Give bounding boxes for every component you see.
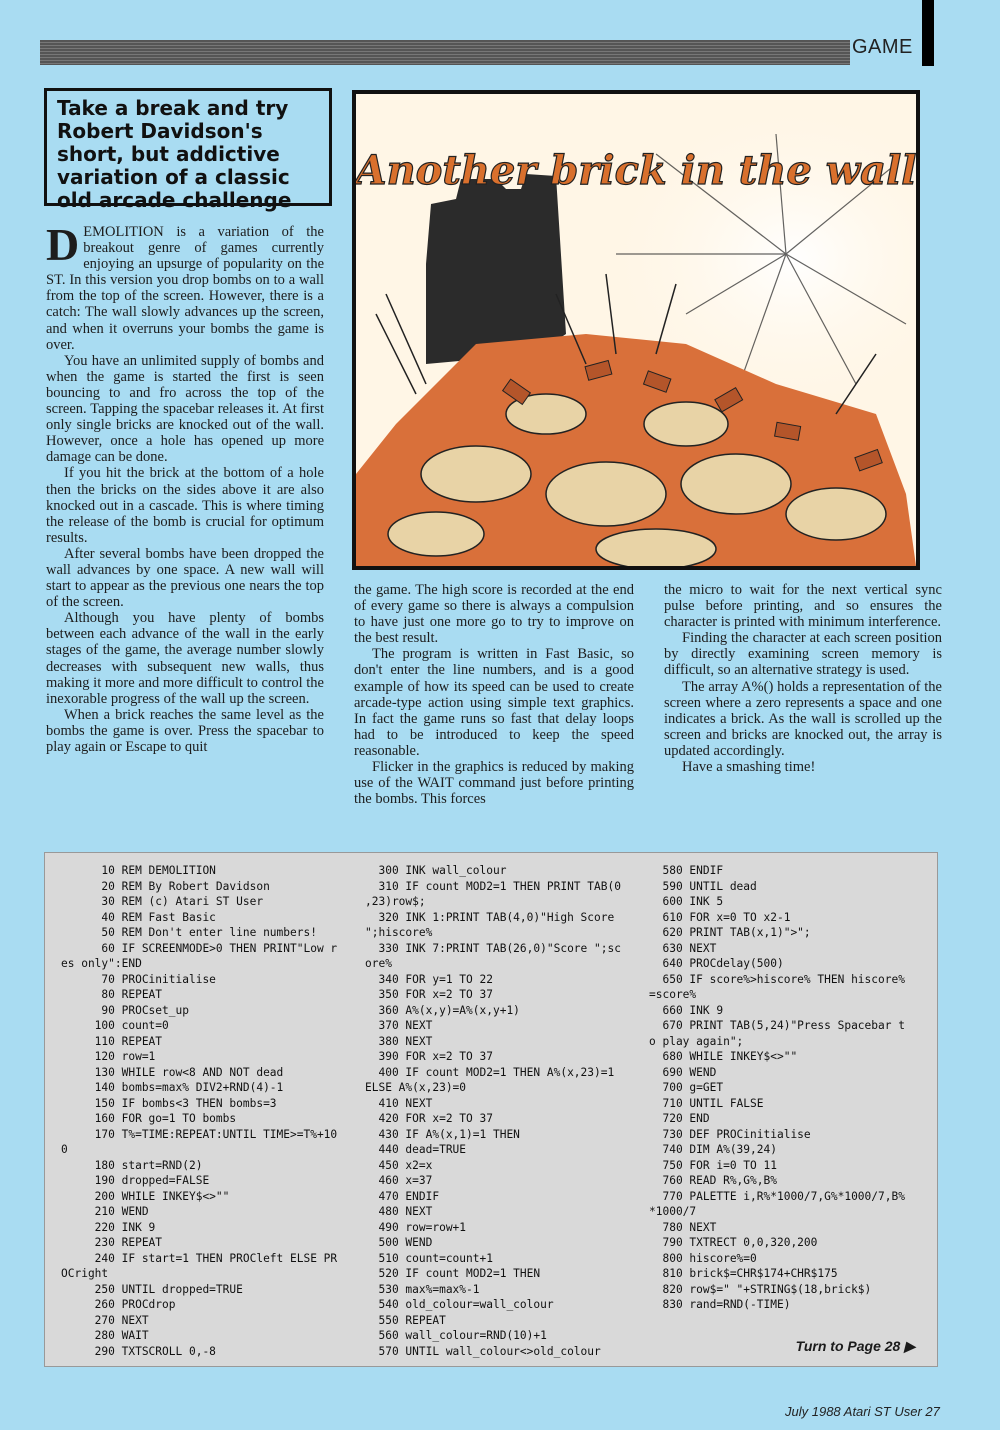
code-column-2: 300 INK wall_colour 310 IF count MOD2=1 THEN PRINT TAB(0 ,23)row$; 320 INK 1:PRINT TAB(4,0)"High Score ";hiscore% 330 INK 7:PRINT TAB(26,0)"Score ";sc ore% 340 FOR y=1 TO 22 350 FOR x=2 TO 37 360 A%(x,y)=A%(x,y+1) 370 NEXT 380 NEXT 390 FOR x=2 TO 37 400 IF count MOD2=1 THEN A%(x,23)=1 ELSE A%(x,23)=0 410 NEXT 420 FOR x=2 TO 37 430 IF A%(x,1)=1 THEN 440 dead=TRUE 450 x2=x 460 x=37 470 ENDIF 480 NEXT 490 row=row+1 500 WEND 510 count=count+1 520 IF count MOD2=1 THEN 530 max%=max%-1 540 old_colour=wall_colour 550 REPEAT 560 wall_colour=RND(10)+1 570 UNTIL wall_colour<>old_colour xyxy=(365,864,621,1358)
article-column-2 xyxy=(354,582,634,807)
article-paragraph: Finding the character at each screen position by directly examining screen memory is difficult, so an alternative strategy is used. xyxy=(664,630,942,679)
article-column-1 xyxy=(46,219,324,755)
article-paragraph: If you hit the brick at the bottom of a hole then the bricks on the sides above it are also knocked out in a cascade. This is where timing the release of the bomb is crucial for optimum results. xyxy=(46,465,324,546)
section-label-text: GAME xyxy=(852,36,913,58)
drop-cap: D xyxy=(46,219,80,270)
article-paragraph: DEMOLITION is a variation of the breakout genre of games currently enjoying an upsurge of popularity on the ST. In this version you drop bombs on to a wall from the top of the screen. However, there is a catch: The wall slowly advances up the screen, and when it overruns your bombs the game is over. xyxy=(46,219,324,353)
article-paragraph: Have a smashing time! xyxy=(682,759,816,776)
intro-standfirst xyxy=(44,88,332,212)
illustration-title: Another brick in the wall xyxy=(356,147,916,194)
code-column-3: 580 ENDIF 590 UNTIL dead 600 INK 5 610 FOR x=0 TO x2-1 620 PRINT TAB(x,1)">"; 630 NEXT 640 PROCdelay(500) 650 IF score%>hiscore% THEN hiscore% =score% 660 INK 9 670 PRINT TAB(5,24)"Press Spacebar t o play again"; 680 WHILE INKEY$<>"" 690 WEND 700 g=GET 710 UNTIL FALSE 720 END 730 DEF PROCinitialise 740 DIM A%(39,24) 750 FOR i=0 TO 11 760 READ R%,G%,B% 770 PALETTE i,R%*1000/7,G%*1000/7,B% *1000/7 780 NEXT 790 TXTRECT 0,0,320,200 800 hiscore%=0 810 brick$=CHR$174+CHR$175 820 row$=" "+STRING$(18,brick$) 830 rand=RND(-TIME) xyxy=(649,864,905,1311)
illustration-drawing xyxy=(356,94,916,566)
illustration xyxy=(352,90,920,570)
article-paragraph: Flicker in the graphics is reduced by making use of the WAIT command just before printing the bombs. This forces xyxy=(354,759,634,808)
section-label-cap xyxy=(922,0,934,66)
page-footer: July 1988 Atari ST User 27 xyxy=(785,1404,940,1419)
section-label xyxy=(852,36,913,64)
article-paragraph: the game. The high score is recorded at the end of every game so there is always a compulsion to have just one more go to try to improve on the best result. xyxy=(354,582,634,647)
article-paragraph: Although you have plenty of bombs between each advance of the wall in the early stages of the game, the average number slowly decreases with subsequent new walls, thus making it more and more difficult to control the inexorable progress of the wall up the screen. xyxy=(46,610,324,707)
article-paragraph: You have an unlimited supply of bombs and when the game is started the first is seen bouncing to and fro across the top of the screen. Tapping the spacebar releases it. At first only single bricks are knocked out of the wall. However, once a hole has opened up more damage can be done. xyxy=(46,352,324,466)
article-paragraph: The program is written in Fast Basic, so don't enter the line numbers, and is a good example of how its speed can be used to create arcade-type action using simple text graphics. In fact the game runs so fast that delay loops had to be introduced to keep the speed reasonable. xyxy=(354,646,634,759)
article-column-3 xyxy=(664,582,942,775)
article-paragraph: the micro to wait for the next vertical sync pulse before printing, and so ensures the character is printed with minimum interference. xyxy=(664,582,942,631)
article-paragraph: The array A%() holds a representation of the screen where a zero represents a space and one indicates a brick. As the wall is scrolled up the screen and bricks are knocked out, the array is updated accordingly. xyxy=(664,678,942,759)
code-listing xyxy=(44,852,938,1367)
code-column-1: 10 REM DEMOLITION 20 REM By Robert Davidson 30 REM (c) Atari ST User 40 REM Fast Basic 50 REM Don't enter line numbers! 60 IF SCREENMODE>0 THEN PRINT"Low r es only":END 70 PROCinitialise 80 REPEAT 90 PROCset_up 100 count=0 110 REPEAT 120 row=1 130 WHILE row<8 AND NOT dead 140 bombs=max% DIV2+RND(4)-1 150 IF bombs<3 THEN bombs=3 160 FOR go=1 TO bombs 170 T%=TIME:REPEAT:UNTIL TIME>=T%+10 0 180 start=RND(2) 190 dropped=FALSE 200 WHILE INKEY$<>"" 210 WEND 220 INK 9 230 REPEAT 240 IF start=1 THEN PROCleft ELSE PR OCright 250 UNTIL dropped=TRUE 260 PROCdrop 270 NEXT 280 WAIT 290 TXTSCROLL 0,-8 xyxy=(61,864,338,1358)
header-bar xyxy=(40,40,850,65)
article-paragraph: When a brick reaches the same level as the bombs the game is over. Press the spacebar to play again or Escape to quit xyxy=(46,706,324,755)
turn-page-link[interactable]: Turn to Page 28 ▶ xyxy=(795,1338,915,1354)
intro-text: Take a break and try Robert Davidson's short, but addictive variation of a classic old arcade challenge xyxy=(57,96,292,212)
article-paragraph: After several bombs have been dropped the wall advances by one space. A new wall will start to appear as the previous one nears the top of the screen. xyxy=(46,545,324,611)
